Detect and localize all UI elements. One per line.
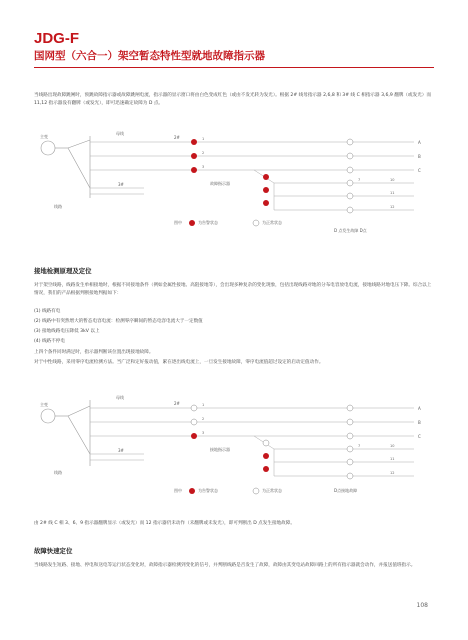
bus-label: 母线 [116, 395, 124, 400]
line2-label: 2# [174, 401, 180, 406]
indicator-number: 2 [202, 151, 205, 155]
indicator-normal [347, 153, 353, 159]
section-ground-body: 对于架空线路，线路发生单相接地时，根据不同接地条件（例如金属性接地、高阻接地等），会出现多种复杂的变化现象，包括出现线路对地的分布电容放电电流，接地线路对地电压下降。综合以上情况，我们的产品根据判断接地判据如下： [34, 283, 432, 297]
legend-normal-text: 为正常状态 [262, 488, 282, 493]
legend-normal-text: 为正常状态 [262, 220, 282, 225]
bus-label: 母线 [116, 131, 124, 136]
line3-label: 3# [118, 448, 124, 453]
criteria-item: (3) 接地线路电压降低 3kV 以上 [34, 329, 100, 334]
legend-normal-icon [253, 488, 259, 494]
section-locate-body: 当线路发生短路、接地、停电和送电等运行状态变化时，故障指示器检测到变化的信号，并判断线路是否发生了故障，故障由其变电站故障回路上的所有指示器就会动作，并报送值班指示。 [34, 563, 416, 568]
indicator-alarm [191, 153, 197, 159]
indicator-number: 10 [390, 178, 395, 182]
indicator-normal [347, 180, 353, 186]
indicator-alarm [263, 200, 269, 206]
indicator-number: 1 [202, 403, 205, 407]
legend-prefix: 图中 [174, 220, 182, 225]
indicator-normal [191, 419, 197, 425]
product-title: JDG-F [34, 30, 79, 47]
indicator-number: 10 [390, 444, 395, 448]
transformer-label: 主变 [40, 402, 48, 407]
product-subtitle: 国网型（六合一）架空暂态特性型就地故障指示器 [34, 50, 265, 62]
indicator-number: 11 [390, 457, 395, 461]
intro-paragraph: 当线路出现故障跳闸时，预跳故障指示器或故障跳闸电流，指示器的显示窗口将由白色变成红色（或由不发光转为发光）。根据 2# 线母指示器 2,6,8 和 3# 线 C 相指示器 3,6,9 翻牌（或发光）而 11,12 指示器没有翻牌（或发光），即可迅速确定故障为 D 点。 [34, 93, 431, 107]
legend-alarm-text: 为告警状态 [198, 488, 218, 493]
indicator-normal [347, 459, 353, 465]
indicator-number: 11 [390, 191, 395, 195]
fault-point-label: D点接地故障 [334, 488, 358, 493]
fault-diagram-svg [34, 128, 434, 240]
transformer-label: 主变 [40, 134, 48, 139]
indicator-normal [347, 139, 353, 145]
legend-normal-icon [253, 220, 259, 226]
indicator-number: 2 [202, 417, 205, 421]
diagram2-caption: 由 2# 线 C 相 3、6、9 指示器翻牌显示（或发光）而 12 指示器仍未动作（未翻牌或未发光），即可判断出 D 点发生接地故障。 [34, 521, 295, 526]
indicator-normal [347, 167, 353, 173]
indicator-alarm [191, 139, 197, 145]
indicator-normal [347, 433, 353, 439]
fault-point-label: D 点发生故障 D点 [334, 228, 367, 233]
section-locate-title: 故障快速定位 [34, 547, 73, 555]
indicator-normal [347, 446, 353, 452]
indicator-normal [347, 419, 353, 425]
indicator-alarm [191, 167, 197, 173]
indicator-normal [347, 207, 353, 213]
indicator-normal [347, 405, 353, 411]
phase-label: B [418, 420, 421, 425]
ground-diagram [34, 392, 434, 504]
legend-alarm-icon [189, 488, 195, 494]
indicator-normal [347, 193, 353, 199]
transformer-icon [41, 141, 55, 155]
phase-label: B [418, 154, 421, 159]
phase-label: A [418, 140, 421, 145]
page-number: 108 [416, 602, 428, 609]
indicator-alarm [263, 187, 269, 193]
indicator-alarm [263, 466, 269, 472]
criteria-note: 上四个条件同时满足时，指示器判断该位置出现接地故障。 [34, 350, 154, 355]
transformer-icon [41, 409, 55, 423]
line-caption: 线路 [54, 204, 62, 209]
fault-diagram [34, 128, 434, 240]
indicator-number: 7 [358, 444, 361, 448]
criteria-note: 对于中性线路，采用零序电流检测方法。当广泛和定好报动值，累在逐出线电流上，一旦发生接地故障，零序电流值超过设定的启动定值动作。 [34, 360, 324, 365]
indicator-alarm [263, 453, 269, 459]
phase-label: C [418, 434, 421, 439]
phase-label: A [418, 406, 421, 411]
indicator-normal [191, 405, 197, 411]
line2-label: 2# [174, 135, 180, 140]
indicator-number: 1 [202, 137, 205, 141]
criteria-item: (4) 线路不停电 [34, 339, 65, 344]
legend-prefix: 图中 [174, 488, 182, 493]
indicator-normal [263, 440, 269, 446]
indicator-alarm [263, 174, 269, 180]
section-ground-title: 接地检测原理及定位 [34, 267, 92, 275]
indicator-alarm [191, 433, 197, 439]
line-caption: 线路 [54, 470, 62, 475]
indicator-label: 故障指示器 [210, 181, 230, 186]
ground-diagram-svg [34, 392, 434, 504]
indicator-number: 7 [358, 178, 361, 182]
indicator-number: 3 [202, 431, 205, 435]
indicator-normal [347, 473, 353, 479]
legend-alarm-icon [189, 220, 195, 226]
phase-label: C [418, 168, 421, 173]
legend-alarm-text: 为告警状态 [198, 220, 218, 225]
header-rule [34, 67, 434, 68]
criteria-item: (2) 线路中有突然增大的暂态电容电流：检测零序瞬间的暂态电容电流大于一定数值 [34, 319, 203, 324]
line3-label: 3# [118, 182, 124, 187]
indicator-number: 3 [202, 165, 205, 169]
criteria-item: (1) 线路有电 [34, 309, 61, 314]
indicator-number: 12 [390, 205, 395, 209]
indicator-number: 12 [390, 471, 395, 475]
indicator-label: 接地指示器 [210, 447, 230, 452]
